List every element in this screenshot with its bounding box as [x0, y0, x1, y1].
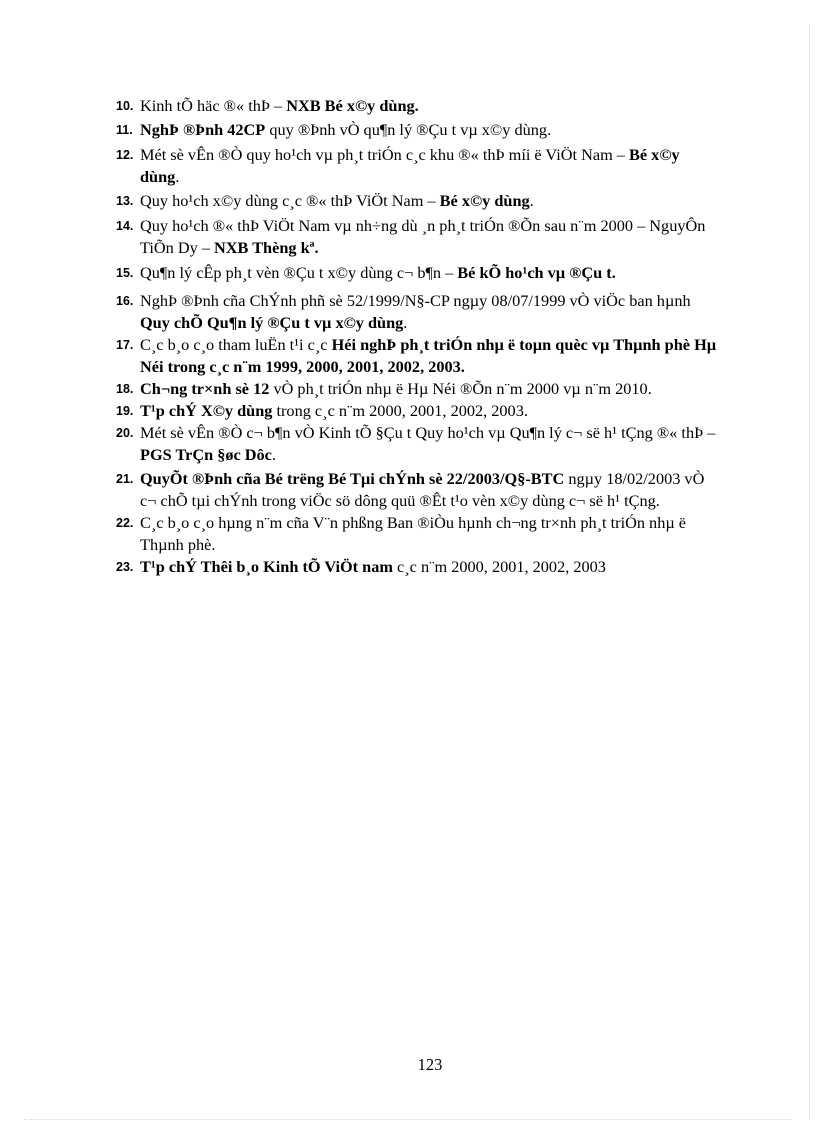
reference-segment: Quy ho¹ch x©y dùng c¸c ®« thÞ ViÖt Nam – — [140, 191, 440, 210]
reference-segment: C¸c b¸o c¸o hµng n¨m cña V¨n phßng Ban ®iÒu hµnh ch¬ng tr×nh ph¸t triÓn nhµ ë Thµnh phè. — [140, 513, 687, 554]
reference-number: 14. — [116, 219, 134, 233]
reference-number: 15. — [116, 266, 134, 280]
reference-item — [116, 468, 722, 512]
reference-text — [140, 262, 722, 284]
reference-segment: c¸c n¨m 2000, 2001, 2002, 2003 — [392, 557, 606, 576]
reference-text — [140, 400, 722, 422]
reference-text — [140, 378, 722, 400]
reference-segment: . — [403, 313, 408, 332]
reference-number: 20. — [116, 426, 134, 440]
reference-text — [140, 422, 722, 466]
reference-text — [140, 190, 722, 212]
reference-list — [116, 95, 722, 578]
reference-segment: . — [529, 191, 534, 210]
reference-number: 16. — [116, 294, 134, 308]
reference-segment: Mét sè vÊn ®Ò quy ho¹ch vµ ph¸t triÓn c¸c khu ®« thÞ míi ë ViÖt Nam – — [140, 145, 630, 164]
reference-text — [140, 95, 722, 117]
reference-segment: C¸c b¸o c¸o tham luËn t¹i c¸c — [140, 335, 332, 354]
reference-number: 23. — [116, 560, 134, 574]
reference-bold-segment: Héi nghÞ ph¸t triÓn nhµ ë toµn quèc vµ Thµnh phè Hµ Néi trong c¸c n¨m 1999, 2000, 2001, 2002, 2003. — [140, 335, 717, 376]
reference-item — [116, 422, 722, 466]
reference-text — [140, 334, 722, 378]
reference-bold-segment: Bé kÕ ho¹ch vµ ®Çu t. — [457, 263, 616, 282]
reference-item — [116, 378, 722, 400]
reference-item — [116, 119, 722, 141]
reference-segment: vÒ ph¸t triÓn nhµ ë Hµ Néi ®Õn n¨m 2000 vµ n¨m 2010. — [269, 379, 652, 398]
reference-text — [140, 468, 722, 512]
reference-segment: . — [271, 445, 276, 464]
reference-number: 11. — [116, 123, 133, 137]
reference-bold-segment: T¹p chÝ Thêi b¸o Kinh tÕ ViÖt nam — [140, 557, 393, 576]
reference-bold-segment: Bé x©y dùng — [439, 191, 530, 210]
reference-text — [140, 512, 722, 556]
reference-item — [116, 95, 722, 117]
reference-item — [116, 215, 722, 259]
reference-segment: . — [175, 167, 180, 186]
reference-bold-segment: NXB Thèng kª. — [214, 238, 319, 257]
reference-bold-segment: Bé x©y dùng — [140, 145, 680, 186]
reference-text — [140, 556, 722, 578]
reference-item — [116, 144, 722, 188]
reference-bold-segment: Quy chÕ Qu¶n lý ®Çu t vµ x©y dùng — [140, 313, 404, 332]
reference-number: 18. — [116, 382, 134, 396]
reference-number: 10. — [116, 99, 134, 113]
reference-bold-segment: NghÞ ®Þnh 42CP — [140, 120, 266, 139]
page-number: 123 — [417, 1055, 443, 1074]
reference-bold-segment: T¹p chÝ X©y dùng — [140, 401, 273, 420]
reference-item — [116, 556, 722, 578]
reference-segment: Kinh tÕ häc ®« thÞ – — [140, 96, 287, 115]
reference-segment: trong c¸c n¨m 2000, 2001, 2002, 2003. — [272, 401, 528, 420]
reference-number: 17. — [116, 338, 134, 352]
reference-text — [140, 215, 722, 259]
reference-item — [116, 290, 722, 334]
reference-segment: Qu¶n lý cÊp ph¸t vèn ®Çu t x©y dùng c¬ b¶n – — [140, 263, 458, 282]
reference-item — [116, 262, 722, 284]
reference-segment: Mét sè vÊn ®Ò c¬ b¶n vÒ Kinh tÕ §Çu t Quy ho¹ch vµ Qu¶n lý c¬ së h¹ tÇng ®« thÞ – — [140, 423, 716, 442]
reference-segment: NghÞ ®Þnh cña ChÝnh phñ sè 52/1999/N§-CP ngµy 08/07/1999 vÒ viÖc ban hµnh — [140, 291, 691, 310]
reference-segment: ngµy 18/02/2003 vÒ c¬ chÕ tµi chÝnh trong viÖc sö dông quü ®Êt t¹o vèn x©y dùng c¬ së h¹ tÇng. — [140, 469, 705, 510]
reference-text — [140, 144, 722, 188]
reference-number: 19. — [116, 404, 134, 418]
page-border-bottom — [24, 1119, 792, 1120]
reference-number: 22. — [116, 516, 134, 530]
reference-text — [140, 119, 722, 141]
reference-bold-segment: PGS TrÇn §øc Dôc — [140, 445, 272, 464]
reference-number: 13. — [116, 194, 134, 208]
reference-bold-segment: NXB Bé x©y dùng. — [286, 96, 419, 115]
reference-item — [116, 512, 722, 556]
reference-segment: Quy ho¹ch ®« thÞ ViÖt Nam vµ nh÷ng dù ¸n ph¸t triÓn ®Õn sau n¨m 2000 – NguyÔn TiÕn Dy – — [140, 216, 706, 257]
reference-item — [116, 400, 722, 422]
reference-bold-segment: QuyÕt ®Þnh cña Bé trëng Bé Tµi chÝnh sè 22/2003/Q§-BTC — [140, 469, 565, 488]
reference-bold-segment: Ch¬ng tr×nh sè 12 — [140, 379, 270, 398]
reference-text — [140, 290, 722, 334]
reference-number: 21. — [116, 472, 134, 486]
reference-number: 12. — [116, 148, 134, 162]
reference-segment: quy ®Þnh vÒ qu¶n lý ®Çu t vµ x©y dùng. — [265, 120, 552, 139]
reference-item — [116, 334, 722, 378]
reference-item — [116, 190, 722, 212]
page-border-right — [809, 24, 810, 1119]
